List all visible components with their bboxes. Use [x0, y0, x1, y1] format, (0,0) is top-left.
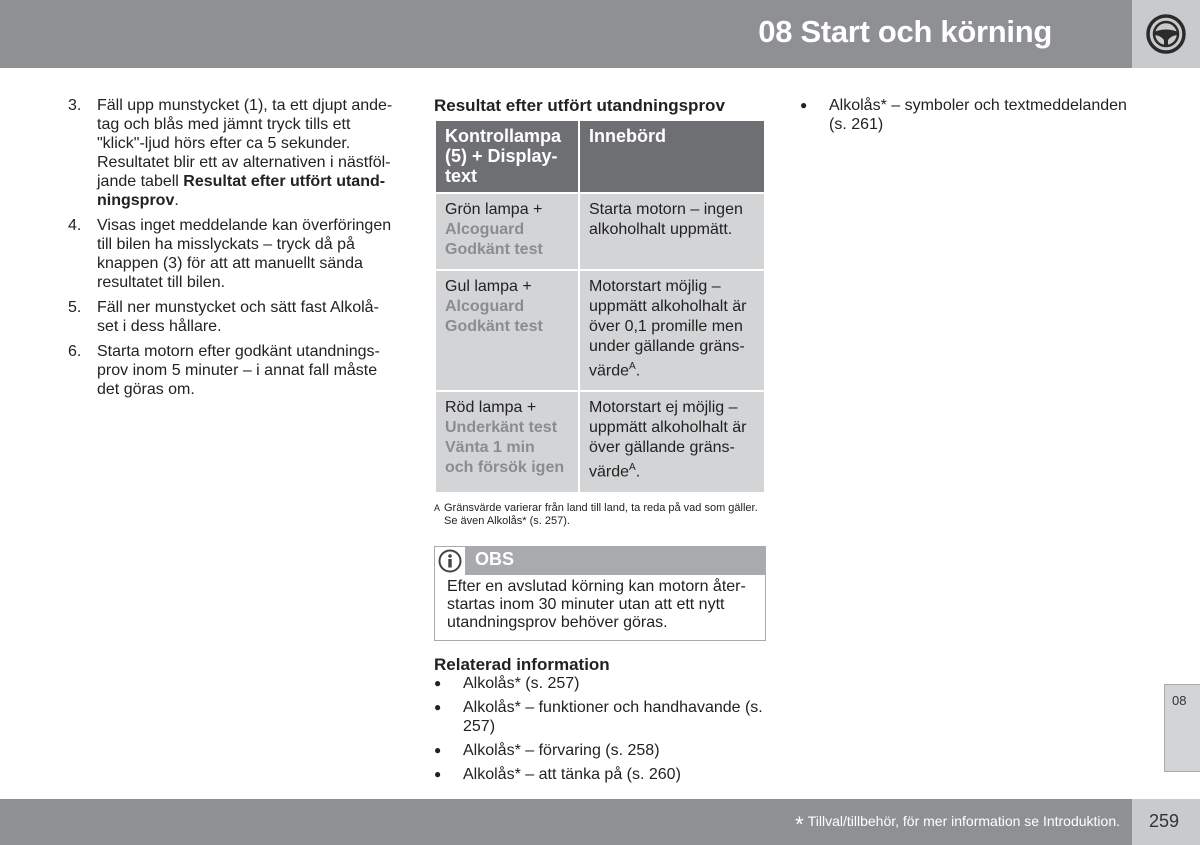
- footer-note-text: Tillval/tillbehör, för mer information se Introduktion.: [807, 813, 1120, 829]
- result-column: [434, 96, 766, 789]
- step-text: Fäll ner munstycket och sätt fast Alkolå-set i dess hållare.: [97, 299, 379, 335]
- chapter-title: 08 Start och körning: [758, 14, 1052, 49]
- meaning-text: Motorstart ej möjlig – uppmätt alkoholhalt är över gällande gräns-värde: [589, 399, 747, 481]
- table-row: [435, 193, 765, 270]
- related-title: Relaterad information: [434, 654, 610, 674]
- display-text: Alcoguard: [445, 221, 525, 238]
- right-column: [800, 96, 1140, 139]
- meaning-text: Motorstart möjlig – uppmätt alkoholhalt är över 0,1 promille men under gällande gräns-värde: [589, 278, 747, 380]
- meaning-text: Starta motorn – ingen alkoholhalt uppmätt.: [589, 201, 743, 238]
- table-title: Resultat efter utfört utandningsprov: [434, 96, 725, 115]
- bullet: ●: [434, 699, 442, 714]
- step-text: Visas inget meddelande kan överföringen till bilen ha misslyckats – tryck då på knappen (3) för att att manuellt sända resultatet till bilen.: [97, 217, 392, 291]
- page-footer: [0, 799, 1132, 845]
- step-item: [68, 342, 400, 399]
- table-row: [435, 391, 765, 492]
- list-item[interactable]: [434, 741, 766, 760]
- chapter-tab: [1164, 684, 1200, 772]
- result-table: [434, 119, 766, 494]
- step-number: 6.: [68, 343, 82, 360]
- chapter-tab-label: 08: [1172, 693, 1187, 708]
- meaning-cell: [579, 193, 765, 270]
- header-cell: Innebörd: [579, 120, 765, 193]
- list-item[interactable]: [434, 698, 766, 736]
- step-item: [68, 96, 400, 210]
- footnote-mark: A: [434, 502, 441, 513]
- meaning-cell: [579, 391, 765, 492]
- footnote-text: Gränsvärde varierar från land till land, ta reda på vad som gäller. Se även Alkolås* (s. 257).: [444, 501, 758, 527]
- display-text: Alcoguard: [445, 298, 525, 315]
- lamp-label: Gul lampa +: [445, 278, 532, 295]
- related-link[interactable]: Alkolås* – förvaring (s. 258): [463, 741, 660, 759]
- chapter-icon-box: [1132, 0, 1200, 68]
- display-text: Godkänt test: [445, 318, 543, 335]
- period: .: [635, 463, 641, 481]
- step-list: [68, 96, 400, 399]
- steering-wheel-icon: [1144, 13, 1188, 55]
- step-text: Starta motorn efter godkänt utandnings-prov inom 5 minuter – i annat fall måste det göras om.: [97, 343, 380, 398]
- related-link[interactable]: Alkolås* – att tänka på (s. 260): [463, 765, 681, 783]
- footnote-ref: A: [629, 462, 636, 474]
- page-number: 259: [1149, 811, 1180, 831]
- instruction-column: [68, 96, 400, 405]
- lamp-label: Grön lampa +: [445, 201, 543, 218]
- obs-header: [435, 547, 765, 575]
- page-header: [0, 0, 1132, 68]
- list-item[interactable]: [800, 96, 1140, 134]
- related-link[interactable]: Alkolås* (s. 257): [463, 674, 580, 692]
- table-reference: Resultat efter utfört utand-ningsprov: [97, 173, 386, 209]
- obs-box: [434, 546, 766, 641]
- footnote-ref: A: [629, 361, 636, 372]
- obs-text: Efter en avslutad körning kan motorn åter-startas inom 30 minuter utan att ett nytt utandningsprov behöver göras.: [447, 577, 746, 631]
- display-text: Vänta 1 min: [445, 439, 535, 457]
- lamp-cell: [435, 270, 579, 391]
- display-text: Underkänt test: [445, 419, 558, 437]
- list-item[interactable]: [434, 674, 766, 693]
- step-number: 3.: [68, 97, 82, 114]
- lamp-cell: [435, 193, 579, 270]
- info-icon: [438, 549, 462, 573]
- bullet: ●: [434, 742, 442, 757]
- step-number: 5.: [68, 299, 82, 316]
- display-text: Godkänt test: [445, 241, 543, 258]
- meaning-cell: [579, 270, 765, 391]
- step-text-plain: Fäll upp munstycket (1), ta ett djupt ande-tag och blås med jämnt tryck tills ett "klick"-ljud hörs efter ca 5 sekunder. Resultatet blir ett av alternativen i nästföl-jande tabell: [97, 97, 393, 190]
- display-text: och försök igen: [445, 459, 565, 477]
- step-text-end: .: [174, 192, 179, 209]
- footer-note: [795, 812, 1120, 838]
- list-item[interactable]: [434, 765, 766, 784]
- step-item: [68, 216, 400, 292]
- page-number-box: [1132, 799, 1200, 845]
- lamp-cell: [435, 391, 579, 492]
- table-row: [435, 270, 765, 391]
- table-header-row: [435, 120, 765, 193]
- bullet: ●: [434, 675, 442, 690]
- step-text: [97, 96, 400, 210]
- related-list: [434, 674, 766, 784]
- related-link[interactable]: Alkolås* – symboler och textmeddelanden (s. 261): [829, 97, 1127, 133]
- lamp-label: Röd lampa +: [445, 399, 537, 417]
- bullet: ●: [800, 98, 808, 112]
- table-footnote: [434, 502, 766, 528]
- period: .: [635, 362, 641, 380]
- footer-star: *: [795, 812, 804, 837]
- related-link[interactable]: Alkolås* – funktioner och handhavande (s. 257): [463, 698, 763, 735]
- step-number: 4.: [68, 217, 82, 234]
- bullet: ●: [434, 766, 442, 781]
- obs-icon-box: [435, 547, 466, 575]
- obs-label: OBS: [475, 548, 515, 569]
- step-item: [68, 298, 400, 336]
- header-cell: Kontrollampa (5) + Display-text: [435, 120, 579, 193]
- right-list: [800, 96, 1140, 134]
